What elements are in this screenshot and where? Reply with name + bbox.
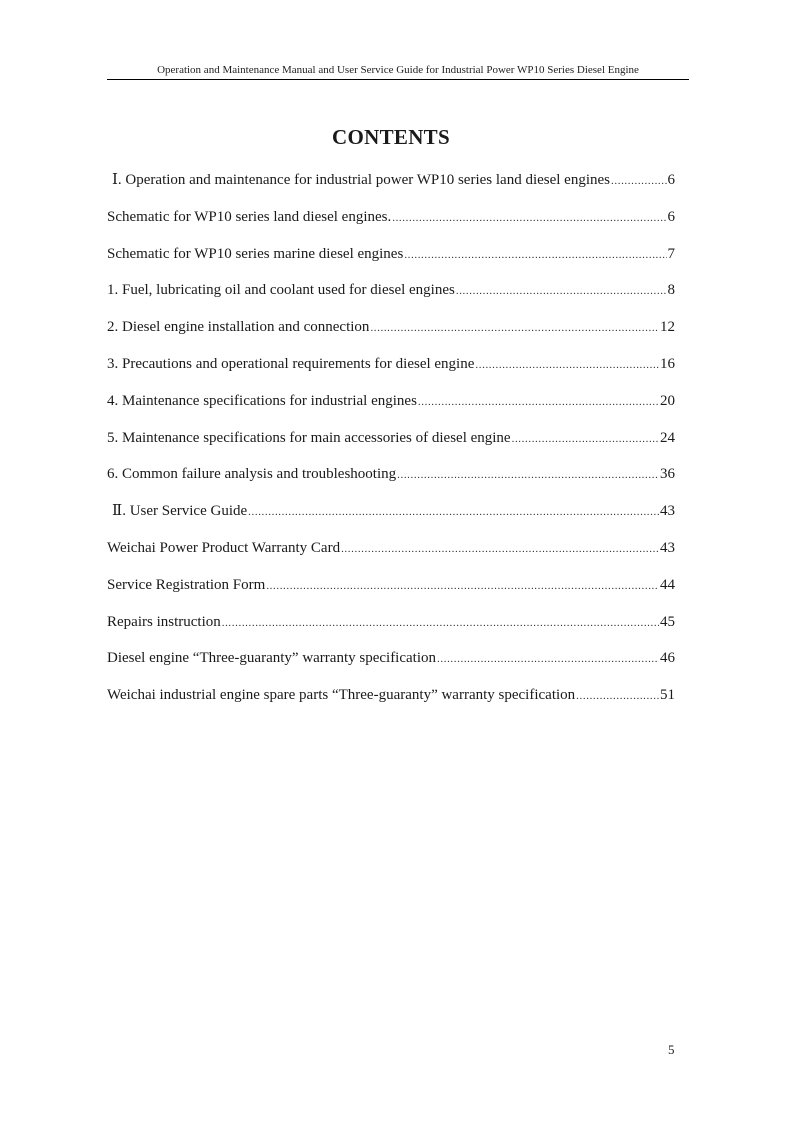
dot-leader [222, 613, 659, 633]
dot-leader [248, 502, 659, 522]
dot-leader [611, 171, 666, 191]
dot-leader [397, 465, 659, 485]
dot-leader [512, 429, 659, 449]
dot-leader [404, 245, 666, 265]
toc-entry-page: 12 [660, 319, 675, 336]
toc-entry-spare-parts-warranty[interactable] [107, 685, 675, 722]
toc-entry-registration-form[interactable] [107, 575, 675, 612]
toc-entry-title: 4. Maintenance specifications for industrial engines [107, 392, 417, 409]
toc-entry-section-4[interactable] [107, 391, 675, 428]
toc-entry-page: 36 [660, 466, 675, 483]
page-number: 5 [668, 1042, 675, 1057]
dot-leader [418, 392, 659, 412]
toc-entry-section-2[interactable] [107, 317, 675, 354]
toc-entry-title: 6. Common failure analysis and troubleshooting [107, 466, 397, 483]
toc-entry-title: 1. Fuel, lubricating oil and coolant used for diesel engines [107, 282, 455, 299]
toc-entry-page: 8 [667, 282, 675, 299]
toc-entry-page: 6 [667, 172, 675, 188]
page-title: CONTENTS [332, 125, 450, 149]
toc-entry-page: 51 [660, 687, 675, 704]
toc-entry-page: 6 [667, 208, 675, 225]
toc-entry-page: 24 [660, 429, 675, 446]
toc-entry-part-1[interactable] [107, 170, 675, 207]
toc-entry-title: Ⅱ. User Service Guide [112, 503, 248, 520]
toc-entry-title: 3. Precautions and operational requirements for diesel engine [107, 355, 475, 372]
toc-entry-title: Service Registration Form [107, 576, 266, 593]
toc-entry-section-6[interactable] [107, 464, 675, 501]
toc-entry-page: 46 [660, 650, 675, 667]
toc-entry-section-1[interactable] [107, 280, 675, 317]
toc-entry-title: Repairs instruction [107, 613, 221, 630]
dot-leader [576, 686, 659, 706]
dot-leader [475, 355, 659, 375]
toc-entry-title: Ⅰ. Operation and maintenance for industrial power WP10 series land diesel engines [112, 172, 611, 188]
running-header: Operation and Maintenance Manual and User Service Guide for Industrial Power WP10 Series Diesel Engine [157, 64, 639, 76]
toc-entry-page: 44 [660, 576, 675, 593]
toc-entry-title: 2. Diesel engine installation and connection [107, 319, 370, 336]
toc-entry-title: Weichai industrial engine spare parts “Three-guaranty” warranty specification [107, 687, 576, 704]
dot-leader [370, 318, 659, 338]
toc-entry-section-5[interactable] [107, 428, 675, 465]
toc-entry-engine-warranty[interactable] [107, 648, 675, 685]
toc-entry-page: 45 [660, 613, 675, 630]
toc-entry-page: 43 [660, 503, 675, 520]
dot-leader [266, 576, 659, 596]
toc-entry-title: Diesel engine “Three-guaranty” warranty specification [107, 650, 437, 667]
toc-entry-part-2[interactable] [107, 501, 675, 538]
header-divider [107, 79, 689, 80]
toc-entry-land-schematic[interactable] [107, 207, 675, 244]
dot-leader [437, 649, 659, 669]
dot-leader [456, 281, 667, 301]
toc-entry-title: Weichai Power Product Warranty Card [107, 539, 341, 556]
toc-entry-title: Schematic for WP10 series marine diesel engines [107, 245, 404, 262]
toc-entry-repairs-instruction[interactable] [107, 612, 675, 649]
toc-entry-title: 5. Maintenance specifications for main accessories of diesel engine [107, 429, 511, 446]
dot-leader [392, 208, 666, 228]
toc-entry-warranty-card[interactable] [107, 538, 675, 575]
table-of-contents [107, 170, 675, 722]
toc-entry-title: Schematic for WP10 series land diesel engines. [107, 208, 392, 225]
dot-leader [341, 539, 659, 559]
toc-entry-page: 16 [660, 355, 675, 372]
toc-entry-page: 20 [660, 392, 675, 409]
toc-entry-page: 43 [660, 539, 675, 556]
toc-entry-page: 7 [667, 245, 675, 262]
toc-entry-marine-schematic[interactable] [107, 244, 675, 281]
toc-entry-section-3[interactable] [107, 354, 675, 391]
